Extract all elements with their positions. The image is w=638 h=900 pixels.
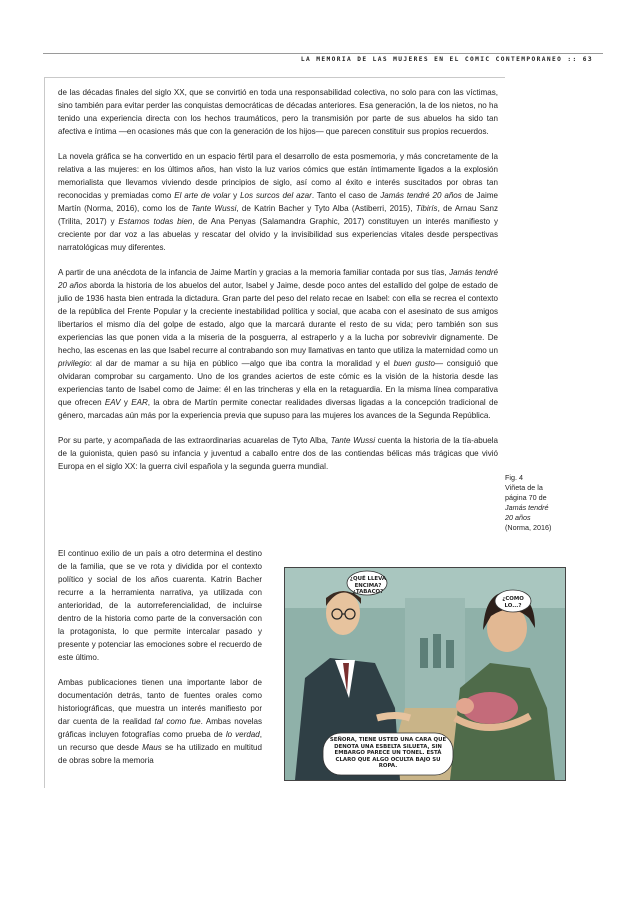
- paragraph-4: Por su parte, y acompañada de las extraordinarias acuarelas de Tyto Alba, Tante Wussi cuenta la historia de la tía-abuela de la guionista, quien pasó su infancia y juventud a caballo entre dos de las contiendas bélicas más trágicas que vivió Europa en el siglo XX: la guerra civil española y la segunda guerra mundial.: [58, 436, 498, 471]
- caption-title: Jamás tendré: [505, 503, 549, 512]
- body-column: [58, 86, 498, 485]
- speech-bubble-officer: SEÑORA, TIENE USTED UNA CARA QUE DENOTA UNA ESBELTA SILUETA, SIN EMBARGO PARECE UN TONEL. ESTÁ CLARO QUE ALGO OCULTA BAJO SU ROPA.: [329, 737, 447, 769]
- caption-line: Viñeta de la: [505, 483, 543, 492]
- paragraph-2: La novela gráfica se ha convertido en un espacio fértil para el desarrollo de esta posmemoria, y más concretamente de la relativa a las mujeres: en los últimos años, han visto la luz varios cómics que están íntimamente ligados a la explosión memorialista que llevamos viviendo desde principios de siglo, así como al éxito e interés suscitados por obras tan reconocidas y premiadas como El arte de volar y Los surcos del azar. Tanto el caso de Jamás tendré 20 años de Jaime Martín (Norma, 2016), como los de Tante Wussi, de Katrin Bacher y Tyto Alba (Astiberri, 2015), Tibirís, de Arnau Sanz (Trilita, 2017) y Estamos todas bien, de Ana Penyas (Salamandra Graphic, 2017) constituyen un interés manifiesto y creciente por dar voz a las abuelas y rescatar del olvido y la invisibilidad sus experiencias vitales desde perspectivas narratológicas muy diferentes.: [58, 152, 499, 252]
- paragraph-5: Ambas publicaciones tienen una importante labor de documentación detrás, tanto de fuentes orales como historiográficas, que muestra un interés manifiesto por dar cuenta de la realidad tal como fue. Ambas novelas gráficas incluyen fotografías como prueba de lo verdad, un recurso que desde Maus se ha utilizado en multitud de obras sobre la memoria: [58, 678, 263, 765]
- speech-bubble-woman: ¿COMO LO...?: [502, 596, 524, 609]
- caption-line: página 70 de: [505, 493, 547, 502]
- running-header: LA MEMORIA DE LAS MUJERES EN EL CÓMIC CONTEMPORÁNEO :: 63: [300, 56, 593, 63]
- comic-panel: [284, 567, 566, 781]
- caption-source: (Norma, 2016): [505, 523, 552, 532]
- caption-figure-number: Fig. 4: [505, 473, 523, 482]
- figure-caption: [505, 473, 575, 533]
- narrow-column: [58, 547, 262, 779]
- paragraph-3: A partir de una anécdota de la infancia de Jaime Martín y gracias a la memoria familiar contada por sus tías, Jamás tendré 20 años aborda la historia de los abuelos del autor, Isabel y Jaime, desde poco antes del estallido del golpe de estado de julio de 1936 hasta bien entrada la dictadura. Gran parte del peso del relato recae en Isabel: con ella se recrea el contexto de la república del Frente Popular y la creciente inestabilidad política y social, que acaba con el asesinato de sus amigos libertarios el mismo día del golpe de estado, algo que la marcará durante el resto de su vida; pero también son sus experiencias las que ponen vida a la miseria de la posguerra, al estraperlo y a la lucha por sobrevivir dignamente. De hecho, las escenas en las que Isabel recurre al contrabando son muy llamativas en tanto que utiliza la maternidad como un privilegio: al dar de mamar a su hija en público —algo que iba contra la moralidad y el buen gusto— consiguió que olvidaran comprobar su cargamento. Uno de los grandes aciertos de este cómic es la visión de la historia desde las experiencias tanto de Isabel como de Jaime: él en las trincheras y ella en la retaguardia. En la misma línea comparativa que ofrecen EAV y EAR, la obra de Martín permite conectar realidades diversas ligadas a la concepción tradicional de género, marcadas aún más por la experiencia previa que supuso para las mujeres los avances de la Segunda República.: [58, 268, 499, 420]
- paragraph-4-continued: El continuo exilio de un país a otro determina el destino de la familia, que se ve rota y dividida por el contexto político y social de los años cuarenta. Katrin Bacher recurre a la herramienta narrativa, ya utilizada con anterioridad, de la autorreferencialidad, de incluirse dentro de la historia como parte de la conversación con la protagonista, lo que permite intercalar pasado y presente y potenciar las emociones sobre el recuerdo de este último.: [58, 549, 262, 662]
- paragraph-1: de las décadas finales del siglo XX, que se convirtió en toda una responsabilidad colectiva, no solo para con las víctimas, sino también para evitar perder las conquistas democráticas de décadas anteriores. Esa generación, la de los nietos, no ha tenido una experiencia directa con los hechos traumáticos, pero la transmisión por parte de sus abuelos ha sido tan afectiva e íntima —en ocasiones más que con la generación de los hijos— que parecen constituir sus propios recuerdos.: [58, 88, 498, 136]
- header-rule: [43, 53, 603, 54]
- caption-title: 20 años: [505, 513, 531, 522]
- speech-bubble-question: ¿QUÉ LLEVA ENCIMA? ¿TABACO?: [349, 576, 387, 595]
